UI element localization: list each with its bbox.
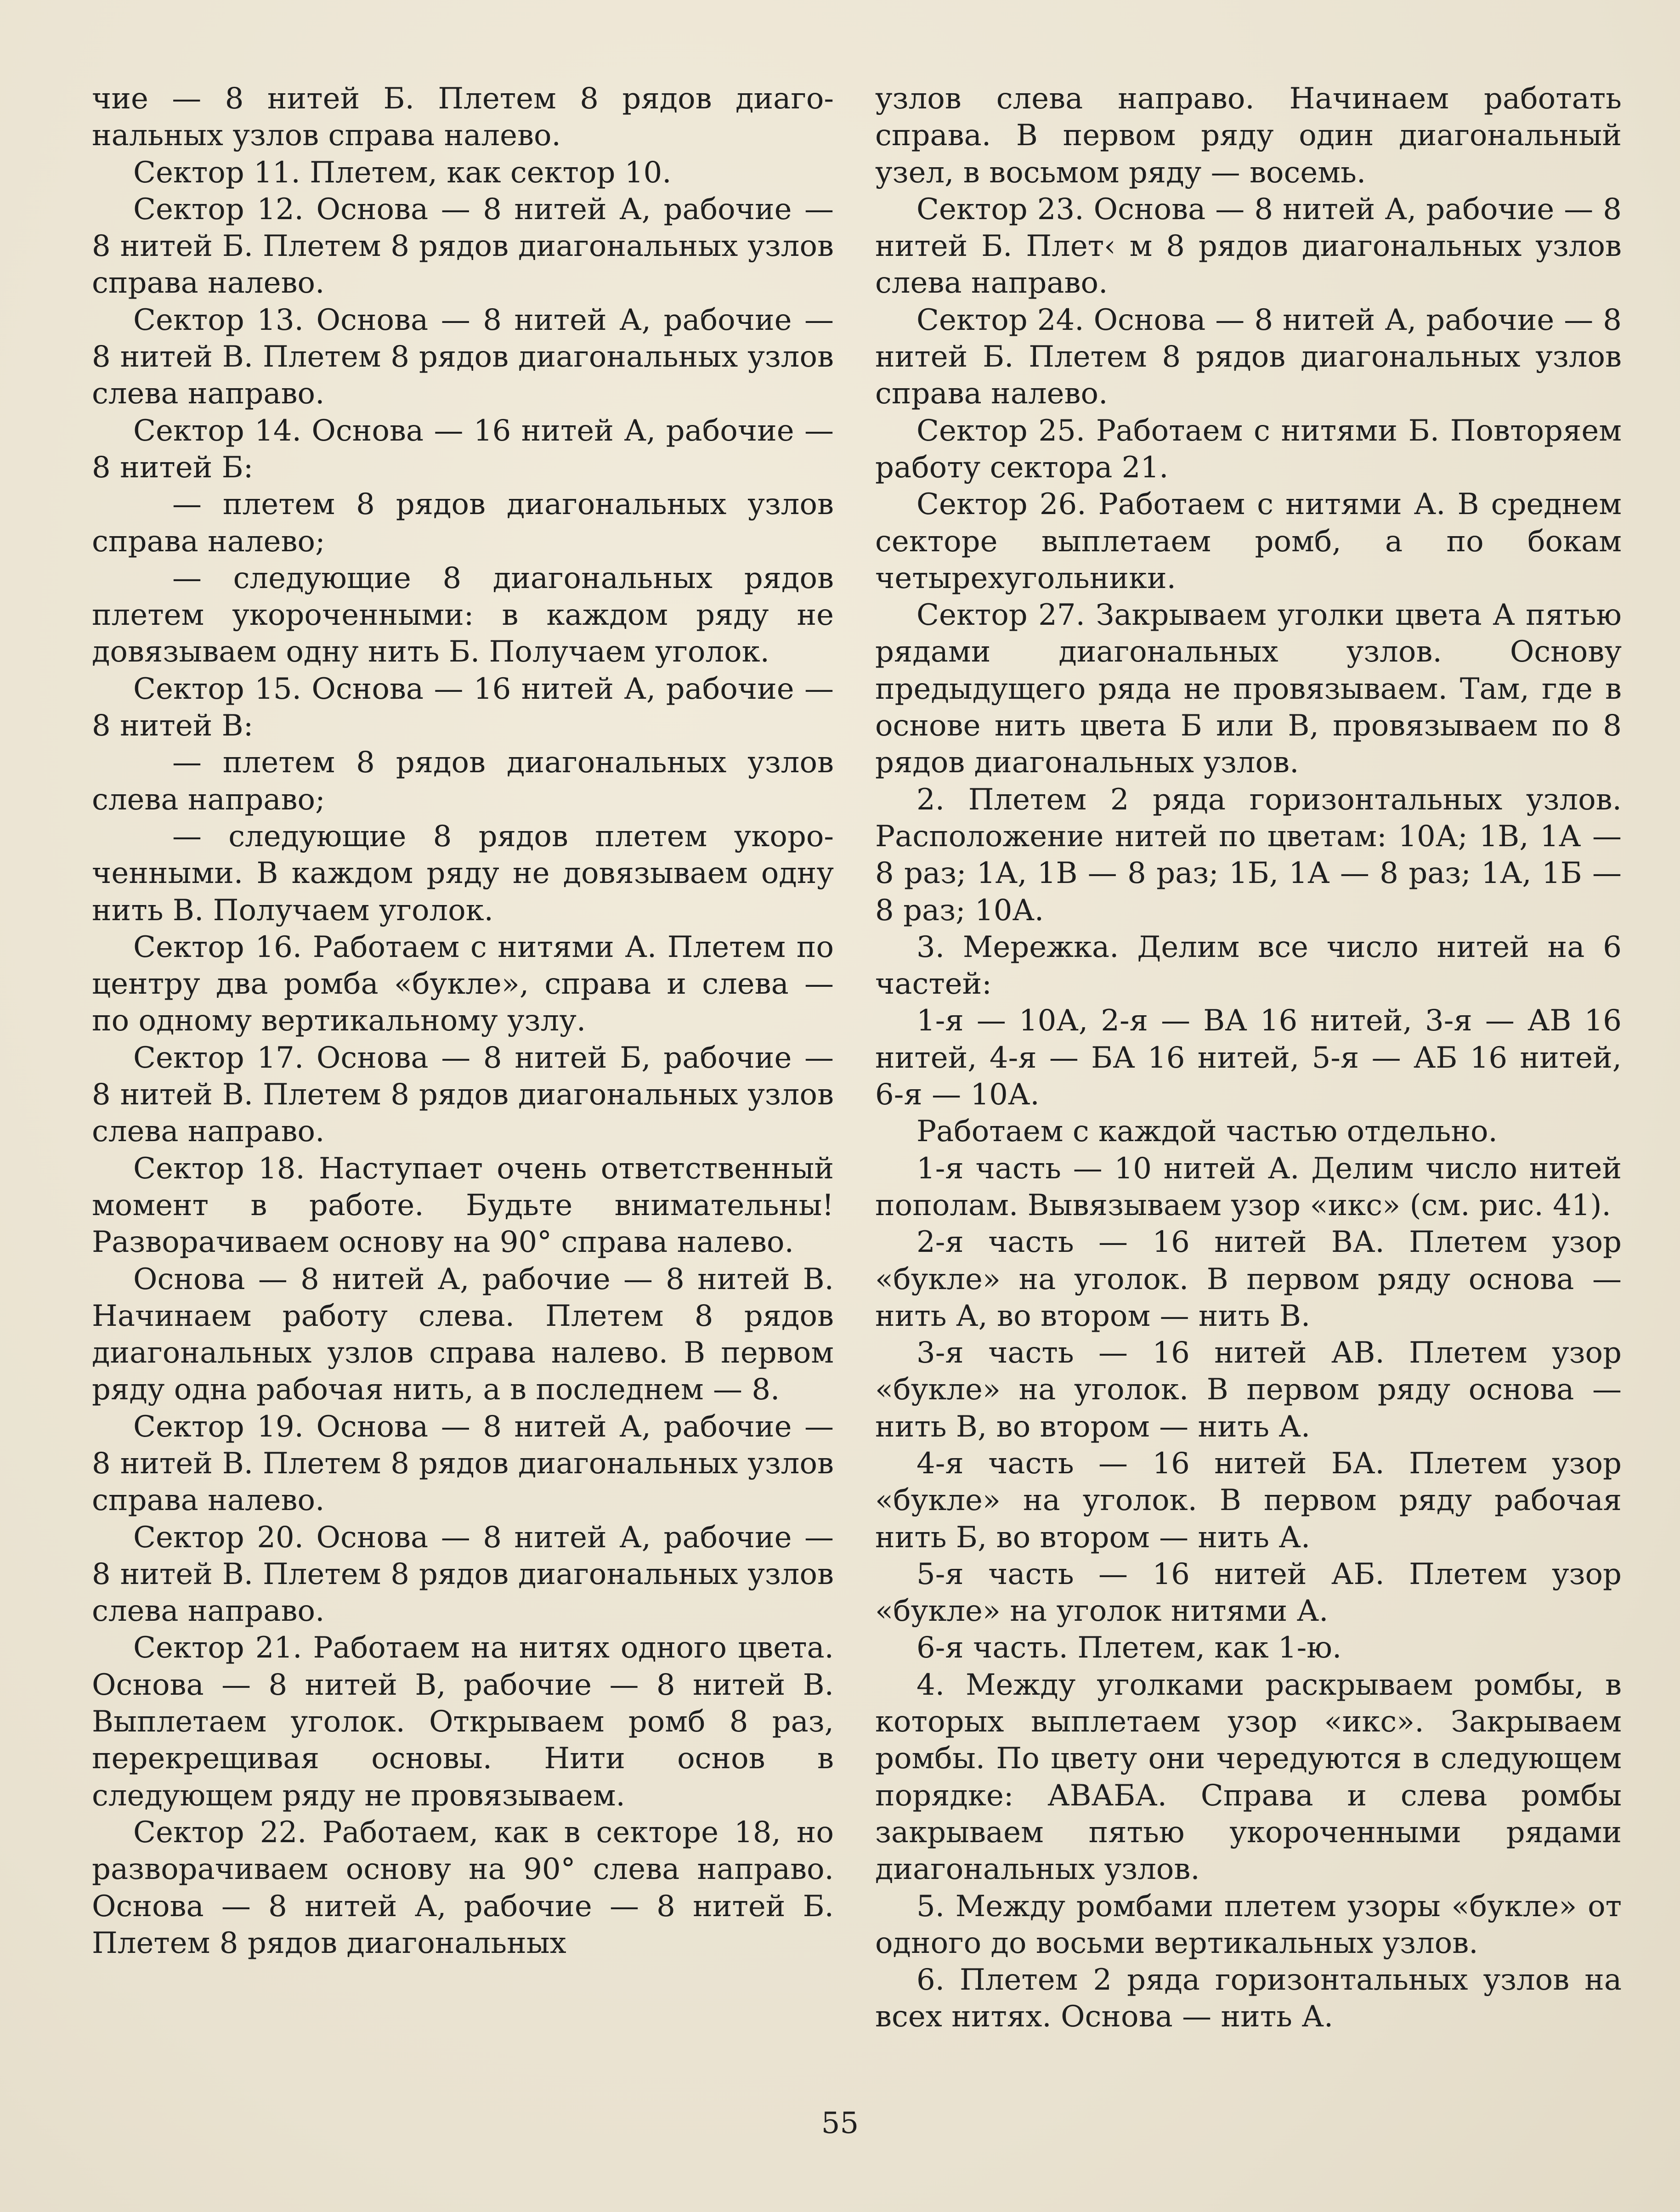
paragraph: 2-я часть — 16 нитей ВА. Плетем узор «букле» на уголок. В первом ряду основа — нить А, во втором — нить В. (875, 1225, 1622, 1333)
paragraph: Сектор 11. Плетем, как сектор 10. (133, 155, 672, 190)
paragraph: 6-я часть. Плетем, как 1-ю. (916, 1631, 1342, 1665)
paragraph: Сектор 14. Основа — 16 нитей А, рабочие — 8 нитей Б: (92, 413, 834, 485)
left-column (92, 80, 834, 1962)
paragraph: 6. Плетем 2 ряда горизонтальных узлов на всех нитях. Основа — нить А. (875, 1963, 1622, 2034)
paragraph: Сектор 25. Работаем с нитями Б. Повторяем работу сектора 21. (875, 413, 1622, 485)
paragraph: — следующие 8 рядов плетем укороченными. В каждом ряду не довязываем одну нить В. Получаем уголок. (92, 819, 834, 928)
paragraph: 4-я часть — 16 нитей БА. Плетем узор «букле» на уголок. В первом ряду рабочая нить Б, во втором — нить А. (875, 1446, 1622, 1555)
paragraph: Сектор 15. Основа — 16 нитей А, рабочие — 8 нитей В: (92, 672, 834, 743)
paragraph: — плетем 8 рядов диагональных узлов слева направо; (92, 746, 834, 817)
paragraph: чие — 8 нитей Б. Плетем 8 рядов диагональных узлов справа налево. (92, 82, 834, 153)
paragraph: Основа — 8 нитей А, рабочие — 8 нитей В. Начинаем работу слева. Плетем 8 рядов диагональных узлов справа налево. В первом ряду одна рабочая нить, а в последнем — 8. (92, 1262, 834, 1407)
paragraph: 1-я — 10А, 2-я — ВА 16 нитей, 3-я — АВ 16 нитей, 4-я — БА 16 нитей, 5-я — АБ 16 нитей, 6-я — 10А. (875, 1004, 1622, 1112)
page-number: 55 (821, 2106, 859, 2140)
paragraph: — следующие 8 диагональных рядов плетем укороченными: в каждом ряду не довязываем одну нить Б. Получаем уголок. (92, 561, 834, 669)
paragraph: — плетем 8 рядов диагональных узлов справа налево; (92, 487, 834, 559)
paragraph: Сектор 27. Закрываем уголки цвета А пятью рядами диагональных узлов. Основу предыдущего ряда не провязываем. Там, где в основе нить цвета Б или В, провязываем по 8 рядов диагональных узлов. (875, 598, 1622, 780)
paragraph: Работаем с каждой частью отдельно. (916, 1114, 1498, 1149)
paragraph: Сектор 18. Наступает очень ответственный момент в работе. Будьте внимательны! Разворачиваем основу на 90° справа налево. (92, 1151, 834, 1260)
paragraph: Сектор 13. Основа — 8 нитей А, рабочие — 8 нитей В. Плетем 8 рядов диагональных узлов слева направо. (92, 303, 834, 411)
paragraph: 3. Мережка. Делим все число нитей на 6 частей: (875, 930, 1622, 1001)
paragraph: 5-я часть — 16 нитей АБ. Плетем узор «букле» на уголок нитями А. (875, 1557, 1622, 1629)
paragraph: Сектор 22. Работаем, как в секторе 18, но разворачиваем основу на 90° слева направо. Основа — 8 нитей А, рабочие — 8 нитей Б. Плетем 8 рядов диагональных (92, 1815, 834, 1960)
paragraph: 5. Между ромбами плетем узоры «букле» от одного до восьми вертикальных узлов. (875, 1889, 1622, 1960)
paragraph: Сектор 20. Основа — 8 нитей А, рабочие — 8 нитей В. Плетем 8 рядов диагональных узлов слева направо. (92, 1520, 834, 1629)
paragraph: 2. Плетем 2 ряда горизонтальных узлов. Расположение нитей по цветам: 10А; 1В, 1А — 8 раз; 1А, 1В — 8 раз; 1Б, 1А — 8 раз; 1А, 1Б — 8 раз; 10А. (875, 782, 1622, 928)
paragraph: Сектор 24. Основа — 8 нитей А, рабочие — 8 нитей Б. Плетем 8 рядов диагональных узлов справа налево. (875, 303, 1622, 411)
paragraph: Сектор 19. Основа — 8 нитей А, рабочие — 8 нитей В. Плетем 8 рядов диагональных узлов справа налево. (92, 1409, 834, 1518)
paragraph: узлов слева направо. Начинаем работать справа. В первом ряду один диагональный узел, в восьмом ряду — восемь. (875, 82, 1622, 190)
paragraph: Сектор 16. Работаем с нитями А. Плетем по центру два ромба «букле», справа и слева — по одному вертикальному узлу. (92, 930, 834, 1038)
paragraph: 1-я часть — 10 нитей А. Делим число нитей пополам. Вывязываем узор «икс» (см. рис. 41). (875, 1151, 1622, 1222)
paragraph: Сектор 21. Работаем на нитях одного цвета. Основа — 8 нитей В, рабочие — 8 нитей В. Выплетаем уголок. Открываем ромб 8 раз, перекрещивая основы. Нити основ в следующем ряду не провязываем. (92, 1631, 834, 1813)
paragraph: Сектор 26. Работаем с нитями А. В среднем секторе выплетаем ромб, а по бокам четырехугольники. (875, 487, 1622, 595)
paragraph: Сектор 12. Основа — 8 нитей А, рабочие — 8 нитей Б. Плетем 8 рядов диагональных узлов справа налево. (92, 192, 834, 300)
paragraph: Сектор 17. Основа — 8 нитей Б, рабочие — 8 нитей В. Плетем 8 рядов диагональных узлов слева направо. (92, 1041, 834, 1149)
right-column (875, 80, 1622, 2036)
paragraph: 4. Между уголками раскрываем ромбы, в которых выплетаем узор «икс». Закрываем ромбы. По цвету они чередуются в следующем порядке: АВАБА. Справа и слева ромбы закрываем пятью укороченными рядами диагональных узлов. (875, 1668, 1622, 1887)
paragraph: Сектор 23. Основа — 8 нитей А, рабочие — 8 нитей Б. Плет‹ м 8 рядов диагональных узлов слева направо. (875, 192, 1622, 300)
paragraph: 3-я часть — 16 нитей АВ. Плетем узор «букле» на уголок. В первом ряду основа — нить В, во втором — нить А. (875, 1336, 1622, 1444)
